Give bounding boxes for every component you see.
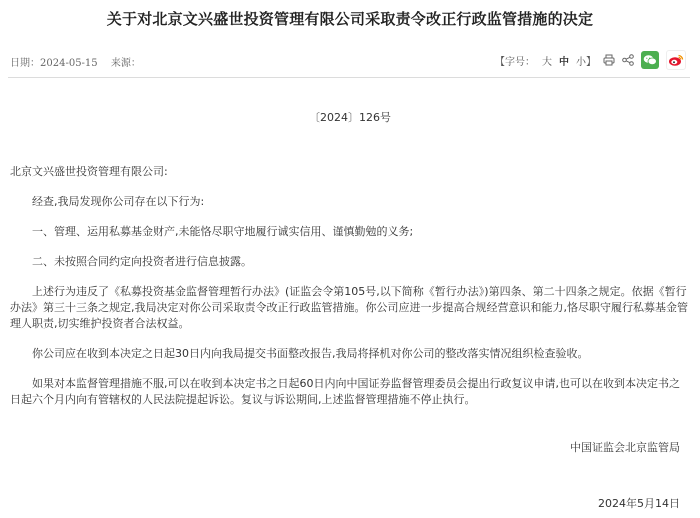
paragraph-legal-basis: 上述行为违反了《私募投资基金监督管理暂行办法》(证监会令第105号,以下简称《暂行办法》)第四条、第二十四条之规定。依据《暂行办法》第三十三条之规定,我局决定对你公司采取责令改正行政监管措施。你公司应进一步提高合规经营意识和能力,恪尽职守履行私募基金管理人职责,切实维护投资者合法权益。 xyxy=(10,285,688,330)
issuing-authority: 中国证监会北京监管局 xyxy=(570,441,680,454)
paragraph-finding-1: 一、管理、运用私募基金财产,未能恪尽职守地履行诚实信用、谨慎勤勉的义务; xyxy=(32,225,414,238)
article-tools xyxy=(495,50,686,70)
font-size-small-button[interactable]: 小】 xyxy=(576,56,596,68)
document-body xyxy=(10,164,690,408)
source-label: 来源： xyxy=(110,58,141,69)
paragraph-finding-2: 二、未按照合同约定向投资者进行信息披露。 xyxy=(32,255,252,268)
font-size-medium-button[interactable]: 中 xyxy=(559,56,569,68)
wechat-icon[interactable] xyxy=(641,51,659,69)
font-size-label: 【字号： xyxy=(495,56,535,68)
salutation: 北京文兴盛世投资管理有限公司: xyxy=(10,165,168,178)
date-label: 日期：2024-05-15 xyxy=(10,58,98,69)
paragraph-rectification: 你公司应在收到本决定之日起30日内向我局提交书面整改报告,我局将择机对你公司的整改落实情况组织检查验收。 xyxy=(32,347,589,360)
paragraph-appeal: 如果对本监督管理措施不服,可以在收到本决定书之日起60日内向中国证券监督管理委员会提出行政复议申请,也可以在收到本决定书之日起六个月内向有管辖权的人民法院提起诉讼。复议与诉讼期间,上述监督管理措施不停止执行。 xyxy=(10,377,680,406)
paragraph-findings-intro: 经查,我局发现你公司存在以下行为: xyxy=(32,195,205,208)
issue-date: 2024年5月14日 xyxy=(598,497,680,510)
page-title: 关于对北京文兴盛世投资管理有限公司采取责令改正行政监管措施的决定 xyxy=(106,10,594,28)
weibo-icon[interactable] xyxy=(666,50,686,70)
share-icon[interactable] xyxy=(622,54,634,66)
document-number: 〔2024〕126号 xyxy=(309,111,391,124)
print-icon[interactable] xyxy=(603,54,615,66)
font-size-large-button[interactable]: 大 xyxy=(542,56,552,68)
article-meta xyxy=(10,54,151,69)
header-divider xyxy=(8,77,690,78)
